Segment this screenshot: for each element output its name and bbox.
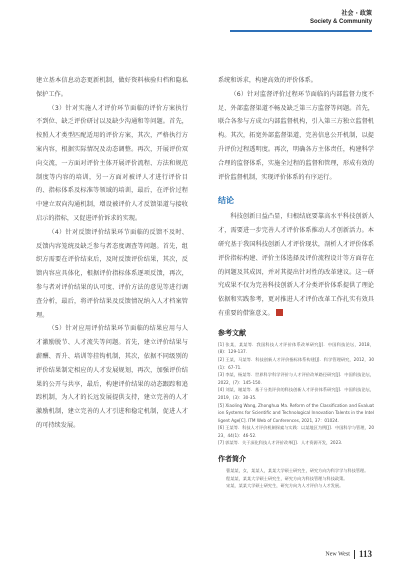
author-bio: 程某某，某某大学硕士研究生，研究方向为科技管理与科技政策。 — [226, 475, 348, 481]
paragraph: （5）针对应用评价结果环节面临的结果应用与人才激励脱节、人才流失等问题。首先，建立评价结果与薪酬、晋升、培训等挂钩机制，其次，依据不同级别的评价结果制定相应的人才发展规划，再次，加强评价结果的公开与共享，最后，构建评价结果的动态跟踪和追踪机制，为人才的长远发展提供支持，建立完善的人才激励机制，建立完善的人才引进和稳定机制，促进人才的可持续发展。 — [36, 325, 188, 429]
end-mark-icon: ✦ — [276, 309, 283, 316]
header-rule — [230, 30, 372, 32]
reference-item: [2] 王某，马某等．科技创新人才评价指标体系构建[J]．科学管理研究，2012，30(1)：67-71． — [218, 356, 374, 370]
reference-item: [3] 李某，杨某等．世界科学科学评价与人才评价改革路径研究[J]．中国科技论坛，2022，(7)：145-150． — [218, 372, 374, 385]
page-footer — [325, 549, 372, 559]
reference-item: [1] 张某，某某等．我国科技人才评价体系改革研究[J]．中国科技论坛，2018，(8)：129-137． — [218, 341, 374, 355]
author-bio: 曹某某，女，某某人，某某大学硕士研究生，研究方向为科学学与科技管理。 — [226, 468, 369, 474]
paragraph: （6）针对监督评价过程环节面临的内部监督力度不足、外部监督渠道不畅及缺乏第三方监督等问题。首先，联合各参与方成立内部监督机构，引入第三方独立监督机构。其次，拓宽外部监督渠道，完善信息公开机制，以提升评价过程透明度。再次，明确各方主体责任，构建科学合理的监督体系，实施全过程的监督和管理，形成有效的评价监督机制，实现评价体系的有序运行。 — [218, 90, 374, 181]
paragraph: （4）针对反馈评价结果环节面临的反馈不及时、反馈内容笼统及缺乏参与者态度调查等问题。首先，组织方需要在评价结束后，及时反馈评价结果，其次，反馈内容应具体化，根据评价指标体系逐项反馈，再次，参与者对评价结果的认可度、评价方法的意见等进行调查分析，最后，将评价结果及反馈情况纳入人才档案管理。 — [36, 228, 188, 319]
paragraph: 建立基本信息动态更新机制，做好资料核验归档和隐私保护工作。 — [36, 77, 188, 98]
conclusion-text: 科技创新日益凸显，归根结底要靠高水平科技创新人才，需要进一步完善人才评价体系推动人才创新活力。本研究基于我国科技创新人才评价现状，剖析人才评价体系评价指标构建、评价主体选择及评价流程设计等方面存在的问题及其成因，并对其提出针对性的改革建议。这一研究成果不仅为完善科技创新人才分类评价体系提供了理论依据和实践参考，更对推进人才评价改革工作扎实有效具有重要的借鉴意义。 — [218, 213, 374, 317]
paragraph: （3）针对实施人才评价环节面临的评价方案执行不到位、缺乏评价研讨以及缺少沟通和等问题。首先，按照人才类型匹配适用的评价方案，其次，严格执行方案内容，根据实际情况及动态调整。再次，开展评价双向交流，一方面对评价主体开展评价流程、方法和规范制度等内容的培训，另一方面对被评人才进行评价目的、指标体系及标准等领域的培训，最后，在评价过程中建立双向沟通机制，增设被评价人才反馈渠道与接收启示的指标，又促进评价诉求的实现。 — [36, 104, 188, 222]
author-bio-heading: 作者简介 — [218, 455, 246, 464]
reference-item: [7] 郭某等．关于深化科技人才评价改革[J]．人才资源开发，2023． — [218, 440, 346, 446]
conclusion-paragraph — [218, 210, 374, 320]
paragraph: 系统和诉求，构建高效的评价体系。 — [218, 77, 317, 84]
section-title-cn: 社会 · 政策 — [341, 10, 372, 17]
author-bio: 宋某，某某大学硕士研究生，研究方向为人才评价与人才发展。 — [226, 483, 344, 489]
right-column — [218, 74, 374, 490]
running-header — [310, 10, 372, 26]
footer-divider — [354, 550, 355, 559]
conclusion-heading: 结论 — [218, 196, 234, 206]
section-title-en: Society & Community — [309, 19, 372, 25]
reference-item: [4] 刘某，谢某等．基于分类评价的科技创新人才评价体系研究[J]．中国科技论坛，2019，(3)：30-35． — [218, 387, 374, 400]
references-heading: 参考文献 — [218, 328, 246, 337]
left-column — [36, 74, 188, 433]
reference-item: [5] Xiaoling Wang, Zhonghua Ma. Reform of the Classification and Evaluation Systems for Scientific and Technological Innovation Talents in the Intelligent Age[C]. ITM Web of Conferences, 2021, 37：01024． — [218, 402, 374, 423]
reference-item: [6] 王某等．科技人才评价机制探索与实践：以某地区为例[J]．中国科学与管理，2023，44(1)：46-52． — [218, 425, 374, 438]
page-number: 113 — [358, 549, 372, 559]
journal-name: New West — [325, 551, 350, 558]
